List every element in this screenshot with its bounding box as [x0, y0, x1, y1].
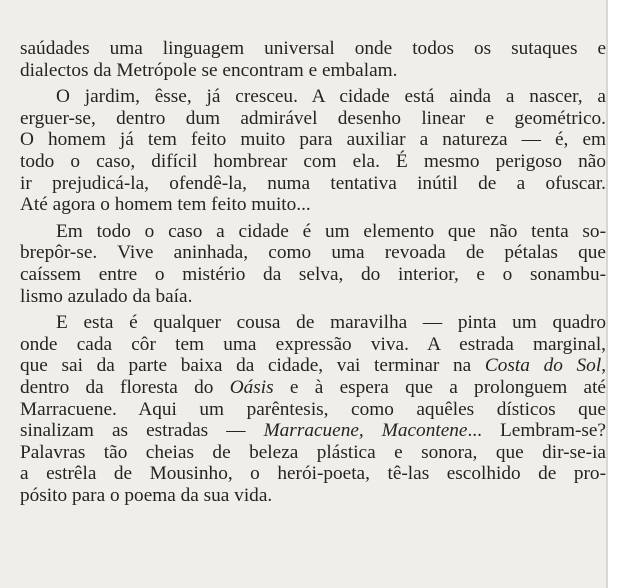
text-line: ir prejudicá-la, ofendê-la, numa tentativa inútil de a ofuscar.	[20, 172, 606, 194]
paragraph	[20, 312, 606, 506]
text-line: brepôr-se. Vive aninhada, como uma revoada de pétalas que	[20, 242, 606, 264]
italic-place-name: Oásis	[229, 376, 274, 398]
paragraph	[20, 38, 606, 81]
text-line: Em todo o caso a cidade é um elemento que não tenta so-	[56, 220, 606, 242]
paragraph	[20, 221, 606, 307]
text-line: Palavras tão cheias de beleza plástica e sonora, que dir-se-ia	[20, 441, 606, 463]
text-line: dialectos da Metrópole se encontram e embalam.	[20, 59, 398, 81]
text-line: onde cada côr tem uma expressão viva. A estrada marginal,	[20, 333, 606, 355]
text-line: O jardim, êsse, já cresceu. A cidade está ainda a nascer, a	[56, 86, 606, 108]
body-text	[20, 38, 606, 506]
text-line: saúdades uma linguagem universal onde todos os sutaques e	[20, 38, 606, 59]
text-line: a estrêla de Mousinho, o herói-poeta, tê-las escolhido de pro-	[20, 463, 606, 485]
text-line: todo o caso, difícil hombrear com ela. É mesmo perigoso não	[20, 150, 606, 172]
text-line: O homem já tem feito muito para auxiliar a natureza — é, em	[20, 129, 606, 151]
text-line: dentro da floresta do Oásis e à espera que a prolonguem até	[20, 376, 606, 398]
paragraph	[20, 86, 606, 216]
italic-place-name: Marracuene, Macontene	[263, 420, 468, 442]
text-line: E esta é qualquer cousa de maravilha — pinta um quadro	[56, 312, 606, 334]
text-line: caíssem entre o mistério da selva, do interior, e o sonambu-	[20, 263, 606, 285]
text-line: Marracuene. Aqui um parêntesis, como aquêles dísticos que	[20, 398, 606, 420]
text-line: pósito para o poema da sua vida.	[20, 484, 273, 506]
italic-place-name: Costa do Sol	[484, 355, 602, 377]
text-line: erguer-se, dentro dum admirável desenho linear e geométrico.	[20, 107, 606, 129]
text-line: lismo azulado da baía.	[20, 285, 193, 307]
text-line: que sai da parte baixa da cidade, vai terminar na Costa do Sol,	[20, 355, 607, 377]
text-line: Até agora o homem tem feito muito...	[20, 194, 311, 216]
text-line: sinalizam as estradas — Marracuene, Macontene... Lembram-se?	[20, 420, 606, 442]
